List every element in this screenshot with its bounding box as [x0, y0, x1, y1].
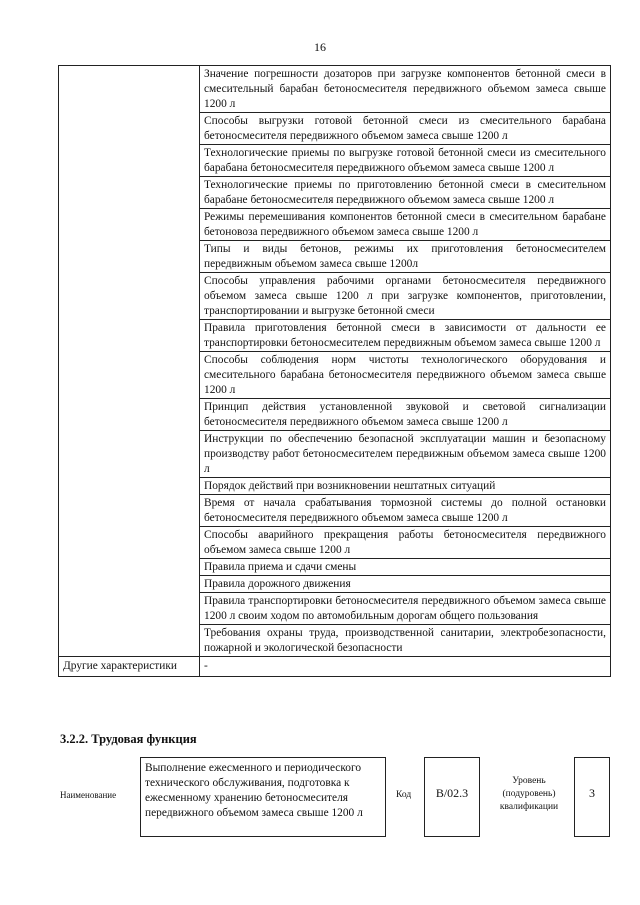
other-characteristics-label-cell: [59, 657, 200, 677]
other-characteristics-value: -: [204, 660, 208, 672]
requirement-item: Значение погрешности дозаторов при загрузке компонентов бетонной смеси в смесительный барабан бетоносмесителя передвижного объемом замеса свыше 1200 л: [200, 66, 610, 113]
requirement-item: Правила приготовления бетонной смеси в зависимости от дальности ее транспортировки бетоносмесителем передвижным объемом замеса свыше 1200 л: [200, 320, 610, 352]
other-characteristics-row: [59, 657, 611, 677]
requirement-item: Принцип действия установленной звуковой и световой сигнализации бетоносмесителя передвижного объемом замеса свыше 1200 л: [200, 399, 610, 431]
requirement-item: Правила приема и сдачи смены: [200, 559, 610, 576]
requirements-row: [59, 66, 611, 657]
code-label: Код: [396, 790, 412, 800]
section-heading: 3.2.2. Трудовая функция: [60, 732, 197, 746]
requirement-item: Требования охраны труда, производственной санитарии, электробезопасности, пожарной и экологической безопасности: [204, 627, 606, 654]
requirement-item: Порядок действий при возникновении нештатных ситуаций: [200, 478, 610, 495]
requirements-category-cell: [59, 66, 200, 657]
requirement-item: Типы и виды бетонов, режимы их приготовления бетоносмесителем передвижным объемом замеса свыше 1200л: [200, 241, 610, 273]
requirements-list-cell: [200, 66, 611, 657]
requirement-item: Режимы перемешивания компонентов бетонной смеси в смесительном барабане бетоновоза передвижного объемом замеса свыше 1200 л: [200, 209, 610, 241]
requirement-item: Технологические приемы по выгрузке готовой бетонной смеси из смесительного барабана бетоносмесителя передвижного объемом замеса свыше 1200 л: [200, 145, 610, 177]
other-characteristics-value-cell: [200, 657, 611, 677]
requirement-item: Время от начала срабатывания тормозной системы до полной остановки бетоносмесителя передвижного объемом замеса свыше 1200 л: [200, 495, 610, 527]
requirement-item: Способы управления рабочими органами бетоносмесителя передвижного объемом замеса свыше 1200 л при загрузке компонентов, приготовлении, транспортировании и выгрузке бетонной смеси: [200, 273, 610, 320]
page-number: 16: [314, 40, 326, 54]
qualification-level-value: 3: [574, 757, 610, 837]
requirement-item: Инструкции по обеспечению безопасной эксплуатации машин и безопасному производству работ бетоносмесителем передвижным объемом замеса свыше 1200 л: [200, 431, 610, 478]
requirement-item: Способы аварийного прекращения работы бетоносмесителя передвижного объемом замеса свыше 1200 л: [200, 527, 610, 559]
qualification-level-label: Уровень (подуровень) квалификации: [499, 776, 559, 812]
requirement-item: Способы соблюдения норм чистоты технологического оборудования и смесительного барабана бетоносмесителя передвижного объемом замеса свыше 1200 л: [200, 352, 610, 399]
requirement-item: Правила дорожного движения: [200, 576, 610, 593]
labor-function-name: Выполнение ежесменного и периодического технического обслуживания, подготовка к ежесменному хранению бетоносмесителя передвижного объемом замеса свыше 1200 л: [140, 757, 386, 837]
requirement-item: Способы выгрузки готовой бетонной смеси из смесительного барабана бетоносмесителя передвижного объемом замеса свыше 1200 л: [200, 113, 610, 145]
requirement-item: Технологические приемы по приготовлению бетонной смеси в смесительном барабане бетоносмесителя передвижного объемом замеса свыше 1200 л: [200, 177, 610, 209]
other-characteristics-label: Другие характеристики: [63, 660, 178, 672]
requirement-item: Правила транспортировки бетоносмесителя передвижного объемом замеса свыше 1200 л своим ходом по автомобильным дорогам общего пользования: [200, 593, 610, 625]
labor-function-code: B/02.3: [424, 757, 480, 837]
name-label: Наименование: [60, 790, 117, 800]
requirements-table: [58, 65, 611, 677]
